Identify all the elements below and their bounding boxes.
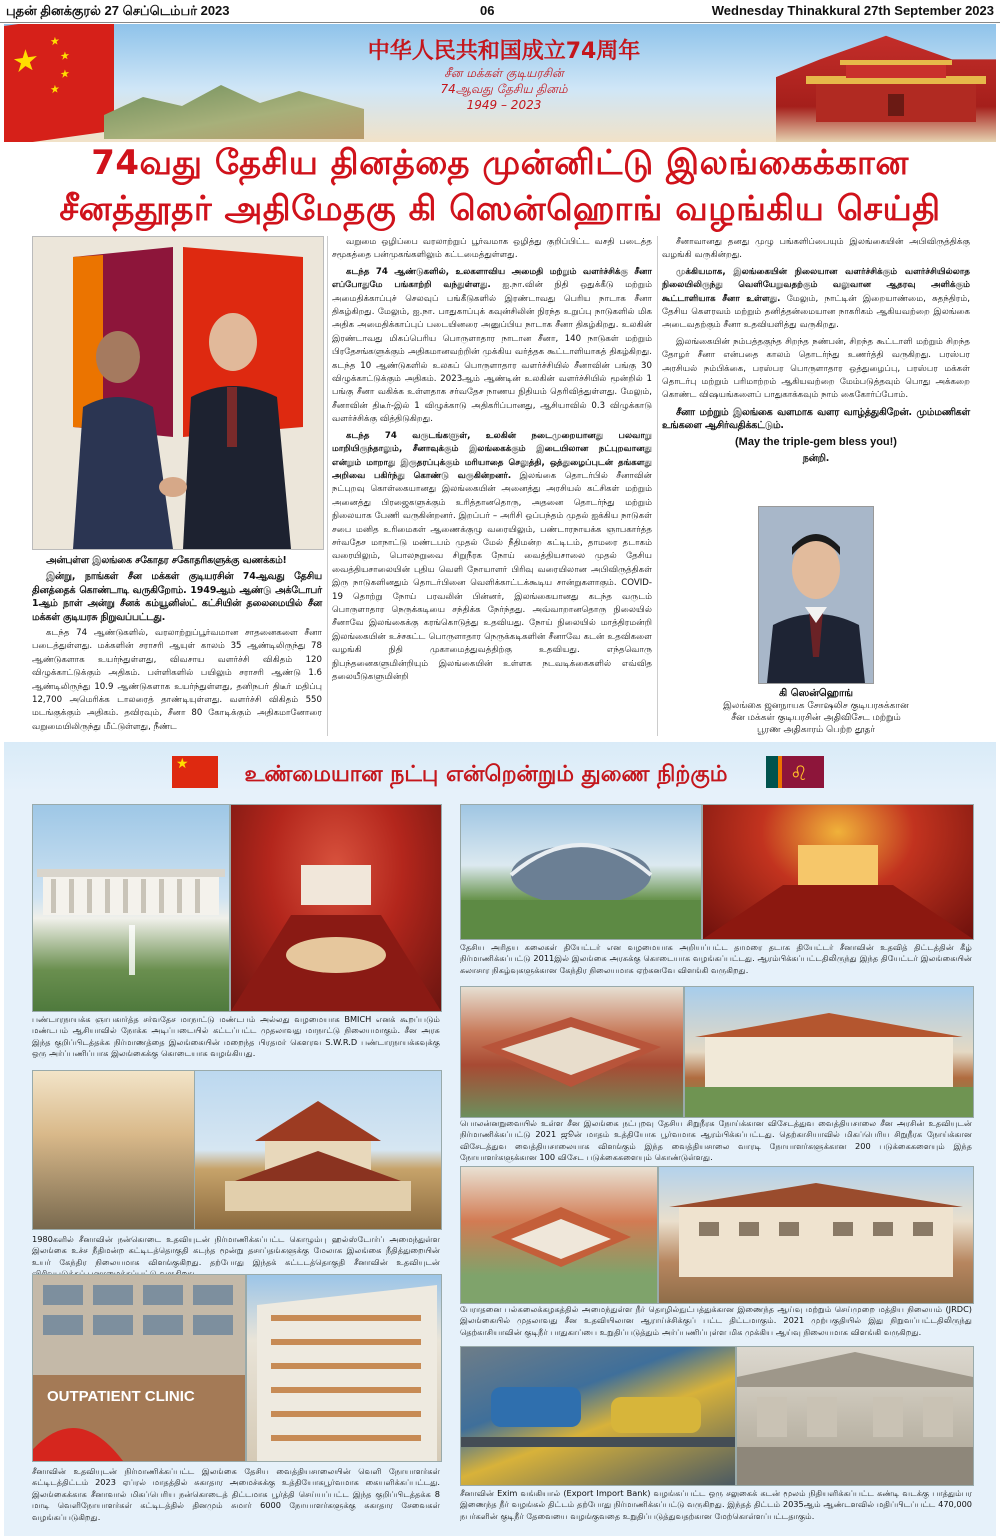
kidney-hospital-aerial-photo bbox=[460, 986, 684, 1118]
col2-para-3-lead: கடந்த 74 வருடங்களுள், உலகின் நடைமுறையானது பலவாறு மாறியிருந்தாலும், சீனாவுக்கும் இலங்கைக்கும் இடையிலான நட்புறவானது என்றும் மாறாது இருதரப்புக்கும் மரியாதை செலுத்தி, ஒத்துழைப்புடன் தங்களது அறிவை பகிர்ந்து கொண்டு வருகின்றனர். bbox=[332, 430, 652, 481]
jrdc-aerial-photo bbox=[460, 1166, 658, 1304]
headline-line-1: 74வது தேசிய தினத்தை முன்னிட்டு இலங்கைக்கான bbox=[91, 143, 909, 183]
ambassador-name: கி ஸென்ஹொங் bbox=[779, 688, 853, 699]
kidney-hospital-front-photo bbox=[684, 986, 974, 1118]
page-headline bbox=[10, 140, 990, 232]
ambassador-caption bbox=[662, 688, 970, 736]
ambassador-title-line-1: இலங்கை ஜனநாயக சோஷலிச குடியரசுக்கான bbox=[723, 701, 909, 711]
tiananmen-graphic bbox=[776, 24, 996, 142]
sri-lanka-flag-icon bbox=[766, 756, 824, 788]
col3-para-1: சீனாவானது தனது முழு பங்களிப்பையும் இலங்கையின் அபிவிருத்திக்கு வழங்கி வருகின்றது. bbox=[662, 237, 970, 261]
caption-jrdc: பேராதனை பல்கலைக்கழகத்தில் அமைந்துள்ள நீர் தொழில்நுட்பத்துக்கான இணைந்த ஆய்வு மற்றும் செய்முறை மத்திய நிலையம் (JRDC) இலங்கையில் முதலாவது சீன உதவியிலான ஆராய்ச்சிக்குப் பட்ட திட்டமாகும். 2021 முற்பகுதியில் இது நிறுவப்பட்டதிலிருந்து தெற்காசியாவின் குடிநீர் பாதுகாப்பை உறுதிப்படுத்தும் அர்ப்பணிப்புள்ள மிக முக்கிய ஆய்வு நிலையமாக விளங்கி வருகிறது. bbox=[460, 1304, 972, 1337]
caption-water-supply: சீனாவின் Exim வங்கியால் (Export Import Bank) வழங்கப்பட்ட ஒரு சலுகைக் கடன் மூலம் நிதியளிக்கப்பட்ட கண்டி வடக்கு பாத்தும்பர இணைந்த நீர் வழங்கல் திட்டம் தற்போது நிர்மாணிக்கப்பட்டு வருகிறது. இந்தத் திட்டம் 2035ஆம் ஆண்டளவில் மதிப்பிடப்பட்ட 470,000 நபர்களின் குடிநீர் தேவையை வழங்குவதை உறுதிப்படுத்துவதற்கான மேற்கொள்ளப்பட்டதாகும். bbox=[460, 1488, 972, 1521]
col3-closing-wish: சீனா மற்றும் இலங்கை வளமாக வளர வாழ்த்துகிறேன். மும்மணிகள் உங்களை ஆசிர்வதிக்கட்டும். bbox=[662, 406, 970, 432]
water-treatment-hall-photo bbox=[736, 1346, 974, 1486]
svg-text:★: ★ bbox=[50, 82, 60, 97]
water-supply-pumps-photo bbox=[460, 1346, 736, 1486]
page-number: 06 bbox=[480, 3, 495, 18]
column-divider bbox=[327, 236, 328, 736]
anniversary-banner bbox=[4, 24, 996, 142]
col2-para-2 bbox=[332, 266, 652, 427]
svg-text:★: ★ bbox=[60, 48, 70, 64]
col1-para-2: கடந்த 74 ஆண்டுகளில், வரலாற்றுப்பூர்வமான சாதனைகளை சீனா படைத்துள்ளது. மக்களின் சராசரி ஆயுள் காலம் 35 ஆண்டிலிருந்து 78 ஆண்டுகளாக உயர்ந்துள்ளது, விவசாய வளர்ச்சி விகிதம் 120 விழுக்காட்டுக்கும் அதிகம். பள்ளிகளில் பயிலும் சராசரி ஆண்டு 1.6 ஆண்டிலிருந்து 10.9 ஆண்டுகளாக உயர்ந்துள்ளது, தனிநபர் திடீர் மதிப்பு 12,700 அமெரிக்க டாலரைத் தாண்டியுள்ளது. வளர்ச்சி விகிதம் 550 மடங்குக்கும் அதிகம். தவிரவும், சீனா 80 கோடிக்கும் அதிகமானோரை வறுமையிலிருந்து மீட்டுள்ளது, நீண்ட bbox=[32, 628, 322, 732]
col2-para-3-body: இலங்கை தொடர்பில் சீனாவின் நட்புறவு கொள்கையானது இலங்கையின் அனைத்து அரசியல் கட்சிகள் மற்றும் அனைத்து பிரஜைகளுக்கும் உரித்தானதொரு, அதனை தொடர்ந்து மற்றும் நிலையாக பேணி வருகின்றனர். இறப்பர் – அரிசி ஒப்பந்தம் முதல் ஐக்கிய நாடுகள் சபை மனித உரிமைகள் ஆணைக்குழு வரையிலும், பண்டாரநாயக்க ஞாபகார்த்த சர்வதேச மாநாட்டு மண்டபம் முதல் மேல் நீதிமன்ற கட்டிடம், தாமரை தடாகம் வரையிலும், பொலநறுவை சிறுநீரக நோய் வைத்தியசாலை முதல் தேசிய வைத்தியசாலையின் புதிய வெளி நோயாளர் பிரிவு வரையிலான அபிவிருத்திகள் இரு நாடுகளினதும் தொடர்பினை வெளிக்காட்டக்கூடிய சான்றுகளாகும். COVID-19 தொற்று நோய் பரவலின் பின்னர், இலங்கையானது கடந்த வருடம் பொருளாதார நெருக்கடியை சந்திக்க நேர்ந்தது. அவ்வாறானதொரு நிலையில் சீனாவே இலங்கைக்கு கரங்கொடுத்து உதவியது. நோய் நிலையில் மாத்திரமன்றி இலங்கையின் உச்சகட்ட பொருளாதார நெருக்கடிகளின் சீனாவே கடன் உதவிகளை வழங்கி நிதி முகாமைத்துவத்திற்கு உதவியது. எந்தவொரு நிபந்தனைகளுமின்றியும் இலங்கையின் உள்ளக நடவடிக்கைகளில் எவ்வித தலையீடுகளுமின்றி bbox=[332, 470, 652, 682]
outpatient-building-photo bbox=[246, 1274, 442, 1462]
lotus-theatre-exterior-photo bbox=[460, 804, 702, 940]
banner-chinese-title: 中华人民共和国成立74周年 bbox=[367, 39, 641, 64]
bmich-auditorium-photo bbox=[230, 804, 442, 1012]
svg-text:♌: ♌ bbox=[790, 761, 808, 785]
china-flag-icon bbox=[172, 756, 218, 788]
col3-para-3: இலங்கையின் நம்பத்தகுந்த சிறந்த நண்பன், சிறந்த கூட்டாளி மற்றும் சிறந்த தோழர் சீனா என்பதை காலம் தொடர்ந்து உணர்த்தி வருகிறது. பரஸ்பர அரசியல் நம்பிக்கை, பரஸ்பர பொருளாதார ஒத்துழைப்பு, பரஸ்பர மக்கள் தொடர்பு மற்றும் பரிமாற்றம் ஆகியவற்றை மேம்படுத்தவும் பொது அக்கறை கொண்ட விஷயங்களைப் பாதுகாக்கவும் நாம் கைகோர்ப்போம். bbox=[662, 336, 970, 401]
greeting: அன்புள்ள இலங்கை சகோதர சகோதரிகளுக்கு வணக்கம்! bbox=[46, 555, 287, 566]
leaders-handshake-photo bbox=[32, 236, 324, 550]
article-column-1 bbox=[32, 554, 322, 737]
masthead-right-date: Wednesday Thinakkural 27th September 2023 bbox=[711, 3, 994, 18]
col1-para-1: இன்று, நாங்கள் சீன மக்கள் குடியரசின் 74ஆவது தேசிய தினத்தைக் கொண்டாடி வருகிறோம். 1949ஆம் ஆண்டு அக்டோபர் 1ஆம் நாள் அன்று சீனக் கம்யூனிஸ்ட் கட்சியின் தலைமையில் சீன மக்கள் குடியரசு நிறுவப்பட்டது. bbox=[32, 571, 322, 623]
ambassador-title-line-2: சீன மக்கள் குடியரசின் அதிவிசேட மற்றும் bbox=[731, 713, 901, 723]
caption-kidney-hospital: பொலன்னறுவையில் உள்ள சீன இலங்கை நட்புறவு தேசிய சிறுநீரக நோய்க்கான விசேடத்துவ வைத்தியசாலை சீன அரசின் உதவியுடன் நிர்மாணிக்கப்பட்டு 2021 ஜூன் மாதம் உத்தியோக பூர்வமாக ஆரம்பிக்கப்பட்டது. தெற்காசியாவில் மிகப்பெரிய சிறுநீரக நோய்க்கான விசேடத்துவ வைத்தியசாலையாக விளங்கும் இந்த வைத்தியசாலை வாரடி நோயாளர்களுக்கான 200 படுக்கைகளையும் இந்த நோயாளர்களுக்கான 100 விசேட படுக்கைகளையும் கொண்டுள்ளது. bbox=[460, 1118, 972, 1163]
col2-para-2-lead: கடந்த 74 ஆண்டுகளில், உலகளாவிய அமைதி மற்றும் வளர்ச்சிக்கு சீனா எப்போதுமே பங்காற்றி வந்துள்ளது. bbox=[332, 266, 652, 291]
article-column-3 bbox=[662, 236, 970, 469]
column-divider bbox=[657, 236, 658, 736]
caption-lotus-theatre: தேசிய அரிதய கலைகள் தியேட்டர் என வழமையாக அறியப்பட்ட தாமரை தடாக தியேட்டர் சீனாவின் உதவித் திட்டத்தின் கீழ் நிர்மாணிக்கப்பட்டு 2011இல் இலங்கை அரசுக்கு கொடையாக வழங்கப்பட்டது. ஆரம்பிக்கப்பட்டதிலிருந்து இந்த தியேட்டர் இலங்கையின் கலாசார நிகழ்வுகளுக்கான கேந்திர நிலையமாக ஏற்கனவே விளங்கி வருகிறது. bbox=[460, 942, 972, 975]
svg-text:★: ★ bbox=[12, 42, 39, 81]
headline-line-2: சீனத்தூதர் அதிமேதகு கி ஸென்ஹொங் வழங்கிய செய்தி bbox=[59, 189, 941, 229]
caption-bmich: பண்டாரநாயக்க ஞாபகார்த்த சர்வதேச மாநாட்டு மண்டபம் அல்லது வழமையாக BMICH எனக் கூறப்படும் மண்டபம் ஆசியாவில் நோக்க அடிப்படையில் கட்டப்பட்ட முதலாவது மாநாட்டு நிலையமாகும். சீன அரசு இந்த குறிப்பிடத்தக்க நிர்மாணத்தை இலங்கையின் மறைந்த பிரதமர் கௌரவ S.W.R.D பண்டாரநாயக்கவுக்கு ஒரு அர்ப்பணிப்பாக இலங்கைக்கு கொடையாக வழங்கியது. bbox=[32, 1014, 440, 1059]
col3-para-2-body: மேலும், நாட்டின் இறையாண்மை, சுதந்திரம், தேசிய கௌரவம் மற்றும் தனித்தன்மையான நாகரிகம் ஆகியவற்றை இலங்கை அடைவதற்கும் சீனா உதவியளித்து வருகிறது. bbox=[662, 293, 971, 331]
svg-text:★: ★ bbox=[60, 66, 70, 82]
col2-para-2-body: ஐ.நா.வின் நிதி ஒதுக்கீடு மற்றும் அமைதிக்காப்புச் செலவுப் பங்கீடுகளில் இரண்டாவது பெரிய நாடாக சீனா திகழ்கிறது. மேலும், ஐ.நா. பாதுகாப்புக் கவுன்சிலின் நிரந்த உறுப்பு நாடுகளில் மிக அதிக அமைதிக்காப்புப் படையினரை அனுப்பிய நாடாக சீனா திகழ்கிறது. உலகின் இரண்டாவது மிகப்பெரிய பொருளாதார நாடான சீனா, 140 நாடுகள் மற்றும் பிரதேசங்களுக்கும் அதிகமானவற்றின் முக்கிய வர்த்தக கூட்டாளியாகத் திகழ்கிறது. கடந்த 10 ஆண்டுகளில் உலகப் பொருளாதார வளர்ச்சியில் சீனாவின் பங்கு 30 விழுக்காட்டுக்கும் அதிகம். 2023ஆம் ஆண்டின் உலகின் வளர்ச்சியில் மூன்றில் 1 பங்கு சீனா வகிக்க உள்ளதாக சர்வதேச நாணய நிதியம் தெரிவித்துள்ளது. மேலும், சீனாவின் திடீர்-இல் 1 விழுக்காடு அதிகரிப்பானது, ஆசியாவில் 0.3 விழுக்காடு வளர்ச்சிக்கு வித்திடுகிறது. bbox=[332, 280, 653, 425]
svg-text:★: ★ bbox=[50, 34, 60, 49]
col2-para-1: வறுமை ஒழிப்பை வரலாற்றுப் பூர்வமாக ஒழித்து குறிப்பிட்ட வசதி படைத்த சமூகத்தை பன்முகங்களிலும் கட்டமைத்துள்ளது. bbox=[332, 237, 652, 261]
lotus-theatre-hall-photo bbox=[702, 804, 974, 940]
thanks-text: நன்றி. bbox=[802, 453, 830, 465]
banner-years: 1949 – 2023 bbox=[466, 98, 542, 112]
jrdc-building-photo bbox=[658, 1166, 974, 1304]
outpatient-clinic-entrance-photo bbox=[32, 1274, 246, 1462]
banner-tamil-line-2: 74ஆவது தேசிய தினம் bbox=[440, 82, 568, 96]
col2-para-3 bbox=[332, 430, 652, 685]
great-wall-graphic bbox=[104, 79, 364, 139]
china-flag-graphic bbox=[4, 24, 114, 142]
masthead-left-date: புதன் தினக்குரல் 27 செப்டெம்பர் 2023 bbox=[6, 3, 230, 18]
article-column-2 bbox=[332, 236, 652, 687]
caption-supreme-court: 1980களில் சீனாவின் நன்கொடை உதவியுடன் நிர்மாணிக்கப்பட்ட கொழும்பு ஹல்ஸ்டோர்ப் அமைந்துள்ள இலங்கை உச்ச நீதிமன்ற கட்டிடத்தொகுதி கடந்த மூன்று தசாப்தங்களுக்கு மேலாக இலங்கை நீதித்துறையின் உயர் கேந்திர நிலையமாக விளங்குகிறது. தற்போது இந்தக் கட்டடத்தொகுதி சீனாவின் உதவியுடன் bbox=[32, 1234, 440, 1267]
ambassador-title-line-3: பூரண அதிகாரம் பெற்ற தூதர் bbox=[756, 725, 876, 735]
supreme-court-building-photo bbox=[194, 1070, 442, 1230]
section-title: உண்மையான நட்பு என்றென்றும் துணை நிற்கும் bbox=[244, 762, 728, 787]
col3-para-2-lead: முக்கியமாக, இலங்கையின் நிலையான வளர்ச்சிக்கும் வளர்ச்சியில்லாத நிலையிலிருந்து வெளியேறுவதற்கும் வலுவான ஆதரவு அளிக்கும் கூட்டாளியாக சீனா உள்ளது. bbox=[662, 266, 970, 304]
banner-tamil-line-1: சீன மக்கள் குடியரசின் bbox=[444, 66, 564, 80]
triple-gem-blessing: (May the triple-gem bless you!) bbox=[735, 435, 897, 448]
outpatient-clinic-sign: OUTPATIENT CLINIC bbox=[47, 1388, 195, 1405]
bmich-exterior-photo bbox=[32, 804, 230, 1012]
ambassador-portrait bbox=[758, 506, 874, 684]
masthead bbox=[0, 0, 1000, 23]
col3-para-2 bbox=[662, 266, 970, 333]
caption-outpatient: சீனாவின் உதவியுடன் நிர்மாணிக்கப்பட்ட இலங்கை தேசிய வைத்தியசாலையின் வெளி நோயாளர்கள் கட்டிடத்திட்டம் 2023 ஏப்ரல் மாதத்தில் சுகாதார அமைச்சுக்கு உத்தியோகபூர்வமாக கையளிக்கப்பட்டது. இலங்கைக்காக சீனாவால் மிகப்பெரிய நன்கொடைத் திட்டமாக பூர்த்தி செய்யப்பட்ட இந்த குறிப்பிடத்தக்க 8 மாடி வெளிநோயாளர்கள் கட்டிடத்தில் தினமும் சுமார் 6000 நோயாளர்களுக்கு சுகாதார சேவைகள் வழங்கப்படுகிறது. bbox=[32, 1466, 440, 1522]
